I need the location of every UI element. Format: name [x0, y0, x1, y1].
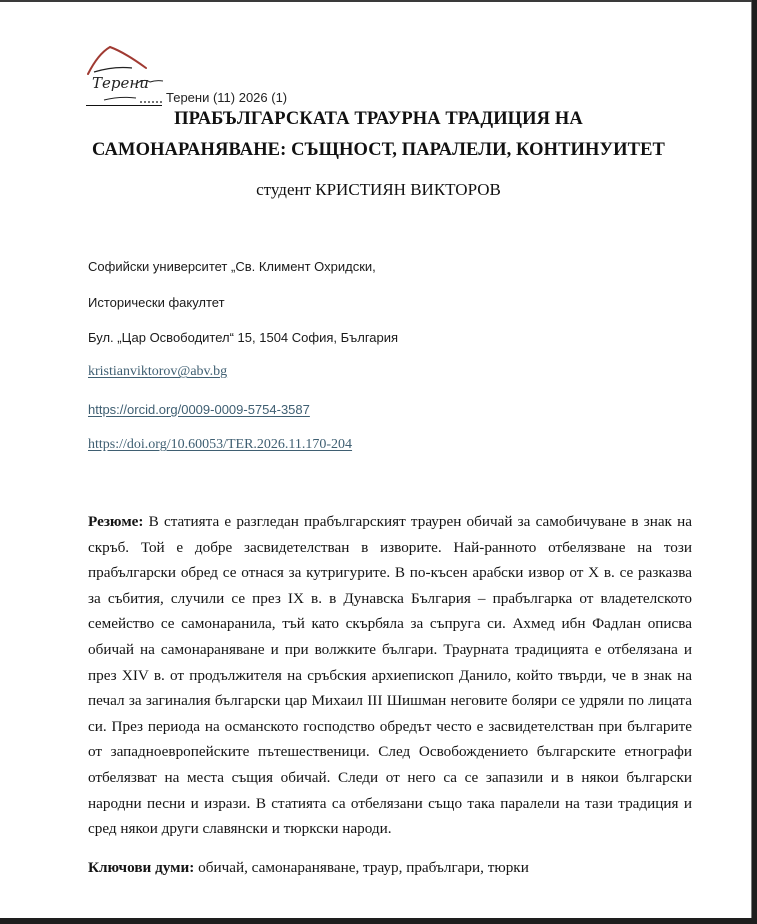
doi-link[interactable]: https://doi.org/10.60053/TER.2026.11.170-204 — [88, 437, 353, 452]
article-title-line-1: ПРАБЪЛГАРСКАТА ТРАУРНА ТРАДИЦИЯ НА — [174, 109, 583, 129]
abstract-label: Резюме: — [88, 513, 144, 530]
logo-text: Терени — [92, 74, 149, 92]
logo-rule — [86, 105, 162, 106]
keywords-label: Ключови думи: — [88, 859, 195, 876]
journal-logo — [84, 44, 164, 104]
window-bottom-border — [0, 918, 757, 924]
window-right-border — [752, 0, 757, 924]
article-title-line-2: САМОНАРАНЯВАНЕ: СЪЩНОСТ, ПАРАЛЕЛИ, КОНТИНУИТЕТ — [92, 140, 665, 160]
affiliation-university: Софийски университет „Св. Климент Охридски, — [88, 259, 376, 274]
keywords-line — [88, 859, 529, 877]
author-name: студент КРИСТИЯН ВИКТОРОВ — [256, 180, 501, 199]
logo-underline-stroke — [94, 68, 132, 73]
orcid-link[interactable]: https://orcid.org/0009-0009-5754-3587 — [88, 402, 310, 417]
email-link[interactable]: kristianviktorov@abv.bg — [88, 364, 228, 379]
keywords-text: обичай, самонараняване, траур, прабългари, тюрки — [194, 859, 529, 876]
affiliation-address: Бул. „Цар Освободител“ 15, 1504 София, България — [88, 330, 399, 345]
logo-lower-line — [104, 97, 136, 100]
logo-roof — [88, 47, 146, 74]
abstract-text: В статията е разгледан прабългарският траурен обичай за самобичуване в знак на скръб. Той е добре засвидетелстван в изворите. Най-ранното отбелязване на този прабългарски обред се отнася за кутригурите. В по-късен арабски извор от Х в. се разказва за събития, случили се през IX в. в Дунавска България – прабългарка от владетелското семейство се самонаранила, тъй като скърбяла за съпруга си. Ахмед ибн Фадлан описва обичай на самонараняване и при волжките българи. Траурната традицията е отбелязана и през XIV в. от продължителя на сръбския архиепископ Данило, който твърди, че в знак на печал за загиналия български цар Михаил III Шишман неговите боляри се удряли по лицата си. През периода на османското господство обредът често е засвидетелстван при българите от западноевропейските пътешественици. След Освобождението българските етнографи отбелязват на места същия обичай. Следи от него са се запазили и в някои български народни песни и изрази. В статията са отбелязани също така паралели на тази традиция и сред някои други славянски и тюркски народи. — [88, 513, 692, 838]
window-top-border — [0, 0, 757, 2]
abstract-paragraph — [88, 509, 692, 842]
affiliation-faculty: Исторически факултет — [88, 295, 225, 310]
journal-reference: Терени (11) 2026 (1) — [166, 90, 288, 105]
